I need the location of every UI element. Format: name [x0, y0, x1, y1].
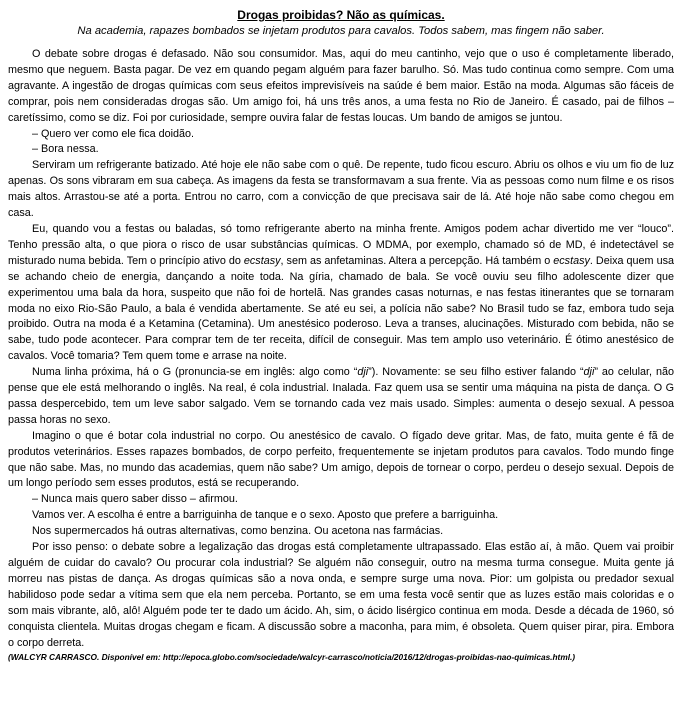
text-run: – Quero ver como ele fica doidão. [32, 127, 195, 140]
italic-term: dji [357, 366, 369, 379]
paragraph [8, 365, 674, 429]
dialogue-line [8, 142, 674, 158]
text-run: Nos supermercados há outras alternativas, como benzina. Ou acetona nas farmácias. [32, 525, 444, 538]
article-subtitle: Na academia, rapazes bombados se injetam produtos para cavalos. Todos sabem, mas fingem não saber. [77, 25, 605, 37]
text-run: Imagino o que é botar cola industrial no corpo. Ou anestésico de cavalo. O fígado deve gritar. Mas, de fato, muita gente é fã de produtos veterinários. Esses rapazes bombados, de corpo perfeito, frequentemente se injetam produtos para cavalos. Todo mundo finge que não sabe. Mas, no mundo das academias, quem não sabe? Um amigo, depois de tornear o corpo, perdeu o desejo sexual. Depois de um longo período sem esses produtos, está se recuperando. [8, 429, 674, 490]
dialogue-line [8, 524, 674, 540]
text-run: Numa linha próxima, há o G (pronuncia-se em inglês: algo como “ [32, 366, 358, 379]
text-run: Vamos ver. A escolha é entre a barriguinha de tanque e o sexo. Aposto que prefere a barriguinha. [32, 509, 499, 522]
text-run: Por isso penso: o debate sobre a legalização das drogas está completamente ultrapassado. Elas estão aí, à mão. Quem vai proibir alguém de cuidar do cavalo? Ou procurar cola industrial? Se alguém não conseguir, outro na mesma turma consegue. Muita gente já morreu nas pistas de dança. As drogas químicas são a nova onda, e sempre surge uma nova. Pior: um golpista ou predador sexual habilidoso pode sedar a vítima sem que ela nem perceba. Portanto, se em uma festa você sentir que as luzes estão mais coloridas e o som mais vibrante, alô, alô! Alguém pode ter te dado um ácido. Ah, sim, o ácido lisérgico continua em moda. Desde a década de 1960, só conquista clientela. Muitas drogas chegam e ficam. A discussão sobre a maconha, para mim, é obsoleta. Quem quiser pirar, pira. Embora o corpo derreta. [8, 541, 674, 649]
article-body [8, 47, 674, 651]
text-run: . Deixa quem usa se achando cheio de energia, dançando a noite toda. Na gíria, chamado de bala. Se você ouviu seu filho adolescente dizer que experimentou uma bala da hora, suspeito que não foi de hortelã. Nas grandes casas noturnas, e nas festas itinerantes que se tornaram moda no eixo Rio-São Paulo, a bala é vendida abertamente. Se até eu sei, a polícia não sabe? No Brasil tudo se faz, embora tudo seja proibido. Outra na moda é a Ketamina (Cetamina). Um anestésico poderoso. Leva a transes, alucinações. Misturado com bebida, não se sabe, tudo pode acontecer. Para comprar tem de ter receita, difícil de conseguir. Mas tem amplo uso veterinário. É ótimo anestésico de cavalos. Você tomaria? Tem quem tome e arrase na noite. [8, 254, 674, 363]
text-run: ” ao celular, não pense que ele está melhorando o inglês. Na real, é cola industrial. Inalada. Faz quem usa se sentir uma máquina na pista de dança. O G passa despercebido, tem um leve sabor salgado. Vem se tornando cada vez mais usado. Simples: aumenta o desejo sexual. A pessoa passa horas no sexo. [8, 366, 674, 426]
paragraph [8, 429, 674, 493]
text-run: ”). Novamente: se seu filho estiver falando “ [368, 366, 584, 379]
paragraph [8, 47, 674, 127]
article-title: Drogas proibidas? Não as químicas. [237, 8, 445, 22]
italic-term: dji [583, 366, 595, 379]
text-run: – Nunca mais quero saber disso – afirmou. [32, 493, 238, 506]
text-run: , sem as anfetaminas. Altera a percepção. Há também o [280, 254, 554, 267]
dialogue-line [8, 492, 674, 508]
paragraph [8, 158, 674, 222]
paragraph [8, 540, 674, 651]
italic-term: ecstasy [553, 254, 590, 267]
source-citation: (WALCYR CARRASCO. Disponível em: http://epoca.globo.com/sociedade/walcyr-carrasco/noticia/2016/12/drogas-proibidas-nao-quimicas.html.) [8, 652, 576, 663]
text-run: O debate sobre drogas é defasado. Não sou consumidor. Mas, aqui do meu cantinho, vejo que o uso é completamente liberado, mesmo que neguem. Basta pagar. De vez em quando pegam alguém para fazer barulho. Só. Mas tudo continua como sempre. Com uma agravante. A ingestão de drogas químicas com seus efeitos imprevisíveis na saúde é bem maior. Estão na moda. Algumas são fáceis de comprar, pois nem consideradas drogas são. Um amigo foi, há uns três anos, a uma festa no Rio de Janeiro. É casado, pai de filhos – caretíssimo, como se diz. Foi por curiosidade, sempre ouvira falar de festas loucas. Um bando de amigos se juntou. [8, 48, 674, 124]
dialogue-line [8, 508, 674, 524]
italic-term: ecstasy [243, 254, 281, 267]
text-run: Serviram um refrigerante batizado. Até hoje ele não sabe com o quê. De repente, tudo ficou escuro. Abriu os olhos e viu um fio de luz apenas. Os sons vibraram em sua cabeça. As imagens da festa se transformavam a sua frente. Via as pessoas como num filme e os risos mais altos. Arrastou-se até a porta. Entrou no carro, com a convicção de que precisava sair de lá. Até hoje não sabe como chegou em casa. [8, 159, 674, 220]
text-run: Eu, quando vou a festas ou baladas, só tomo refrigerante aberto na minha frente. Amigos podem achar divertido me ver “louco”. Tenho pressão alta, o que piora o risco de usar substâncias químicas. O MDMA, por exemplo, chamado só de MD, é indetectável se misturado numa bebida. Tem o princípio ativo do [8, 222, 674, 267]
paragraph [8, 222, 674, 365]
dialogue-line [8, 127, 674, 143]
text-run: – Bora nessa. [32, 143, 99, 156]
